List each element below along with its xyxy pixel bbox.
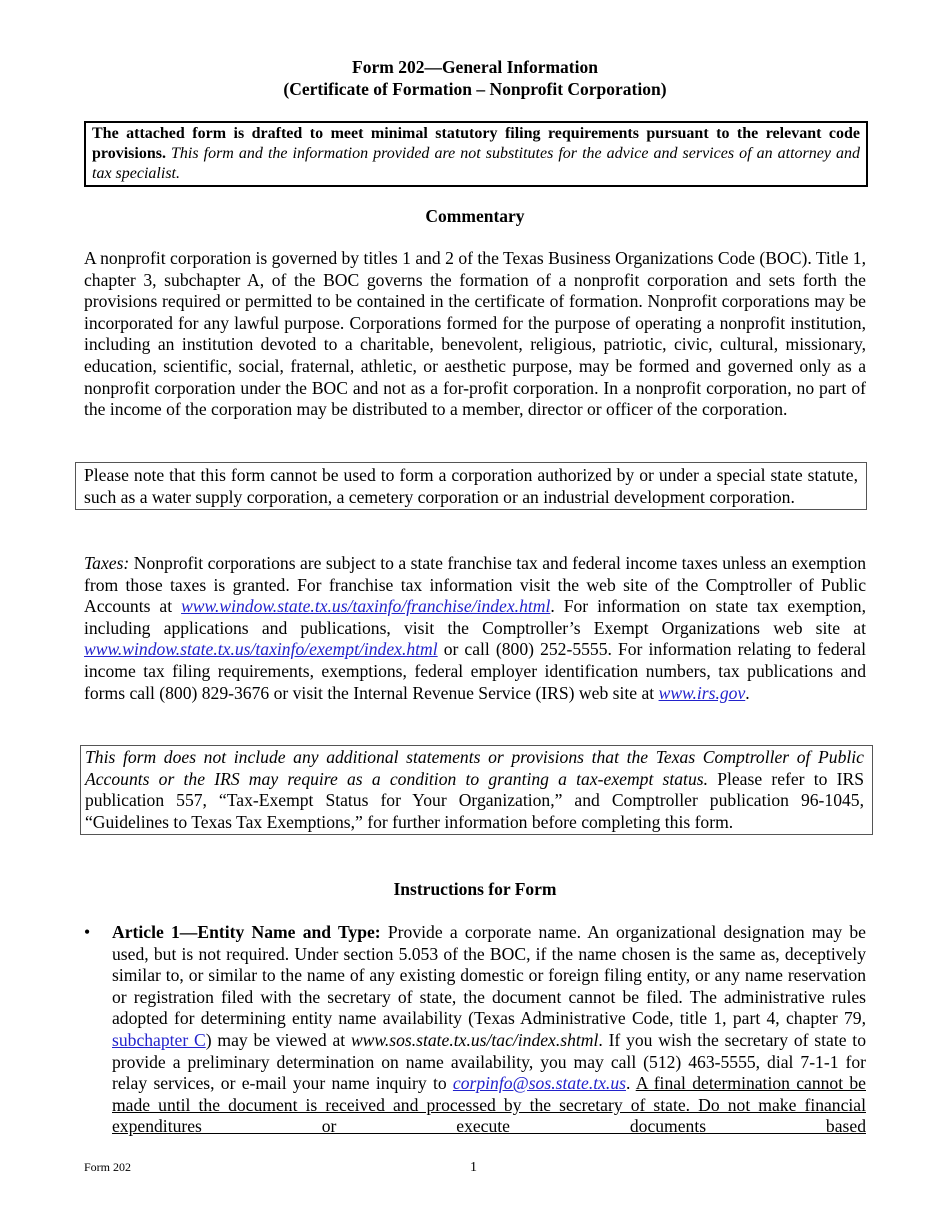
form-title: Form 202—General Information: [352, 57, 598, 77]
bullet-icon: •: [84, 922, 91, 942]
franchise-tax-link[interactable]: www.window.state.tx.us/taxinfo/franchise/index.html: [181, 596, 551, 617]
irs-notice-box: [80, 745, 873, 835]
taxes-text-3: or call (800) 252-5555. For information relating to federal income tax filing requirements, exemptions, federal employer identification numbers, tax publications and forms call (800) 829-3676 or visit the Internal Revenue Service (IRS) web site at: [84, 639, 866, 703]
taxes-text-1: Nonprofit corporations are subject to a state franchise tax and federal income taxes unless an exemption from those taxes is granted. For franchise tax information visit the web site of the Comptroller of Public Accounts at: [84, 553, 866, 617]
instruction-text-3: . If you wish the secretary of state to provide a preliminary determination on name availability, you may call (512) 463-5555, dial 7-1-1 for relay services, or e-mail your name inquiry to: [112, 1029, 866, 1094]
instruction-text: [112, 922, 866, 1160]
instructions-heading: Instructions for Form: [393, 879, 557, 899]
instruction-underlined-warning: A final determination cannot be made until the document is received and processed by the secretary of state. Do not make financial expenditures or execute documents based: [112, 1073, 866, 1137]
corpinfo-email-link[interactable]: corpinfo@sos.state.tx.us: [452, 1073, 626, 1094]
exempt-organizations-link[interactable]: www.window.state.tx.us/taxinfo/exempt/index.html: [84, 639, 438, 660]
disclaimer-box: [84, 121, 868, 187]
form-subtitle: (Certificate of Formation – Nonprofit Corporation): [283, 79, 667, 99]
page-number: 1: [470, 1160, 477, 1175]
disclaimer-italic-text: This form and the information provided are not substitutes for the advice and services of an attorney and tax specialist.: [92, 145, 860, 182]
instruction-text-4: .: [625, 1073, 636, 1094]
special-statute-note-box: Please note that this form cannot be used to form a corporation authorized by or under a special state statute, such as a water supply corporation, a cemetery corporation or an industrial development corporation.: [75, 462, 867, 510]
disclaimer-bold-text: The attached form is drafted to meet minimal statutory filing requirements pursuant to the relevant code provisions.: [92, 125, 860, 162]
footer-form-label: Form 202: [84, 1160, 132, 1174]
instruction-text-1: Provide a corporate name. An organizational designation may be used, but is not required. Under section 5.053 of the BOC, if the name chosen is the same as, deceptively similar to, or similar to the name of any existing domestic or foreign filing entity, or any name reservation or registration filed with the secretary of state, the document cannot be filed. The administrative rules adopted for determining entity name availability (Texas Administrative Code, title 1, part 4, chapter 79,: [112, 922, 866, 1029]
instruction-text-2: ) may be viewed at: [205, 1029, 351, 1050]
tac-url: www.sos.state.tx.us/tac/index.shtml: [350, 1029, 599, 1050]
commentary-paragraph: A nonprofit corporation is governed by titles 1 and 2 of the Texas Business Organizations Code (BOC). Title 1, chapter 3, subchapter A, of the BOC governs the formation of a nonprofit corporation and sets forth the provisions required or permitted to be contained in the certificate of formation. Nonprofit corporations may be incorporated for any lawful purpose. Corporations formed for the purpose of operating a nonprofit institution, including an institution devoted to a charitable, benevolent, religious, patriotic, civic, cultural, missionary, education, scientific, social, fraternal, athletic, or aesthetic purpose, may be formed and governed only as a nonprofit corporation under the BOC and not as a for-profit corporation. In a nonprofit corporation, no part of the income of the corporation may be distributed to a member, director or officer of the corporation.: [84, 248, 866, 420]
taxes-paragraph: [84, 553, 866, 704]
irs-link[interactable]: www.irs.gov: [658, 682, 746, 703]
irs-notice-italic: This form does not include any additional statements or provisions that the Texas Comptroller of Public Accounts or the IRS may require as a condition to granting a tax-exempt status.: [85, 747, 864, 789]
taxes-text-2: . For information on state tax exemption, including applications and publications, visit the Comptroller’s Exempt Organizations web site at: [84, 596, 866, 638]
irs-notice-text: Please refer to IRS publication 557, “Tax-Exempt Status for Your Organization,” and Comptroller publication 96-1045, “Guidelines to Texas Tax Exemptions,” for further information before completing this form.: [85, 768, 864, 832]
commentary-heading: Commentary: [425, 206, 525, 226]
subchapter-c-link[interactable]: subchapter C: [112, 1029, 206, 1050]
taxes-text-4: .: [745, 682, 750, 703]
instruction-title: Article 1—Entity Name and Type:: [112, 922, 381, 942]
taxes-label: Taxes:: [84, 553, 130, 573]
